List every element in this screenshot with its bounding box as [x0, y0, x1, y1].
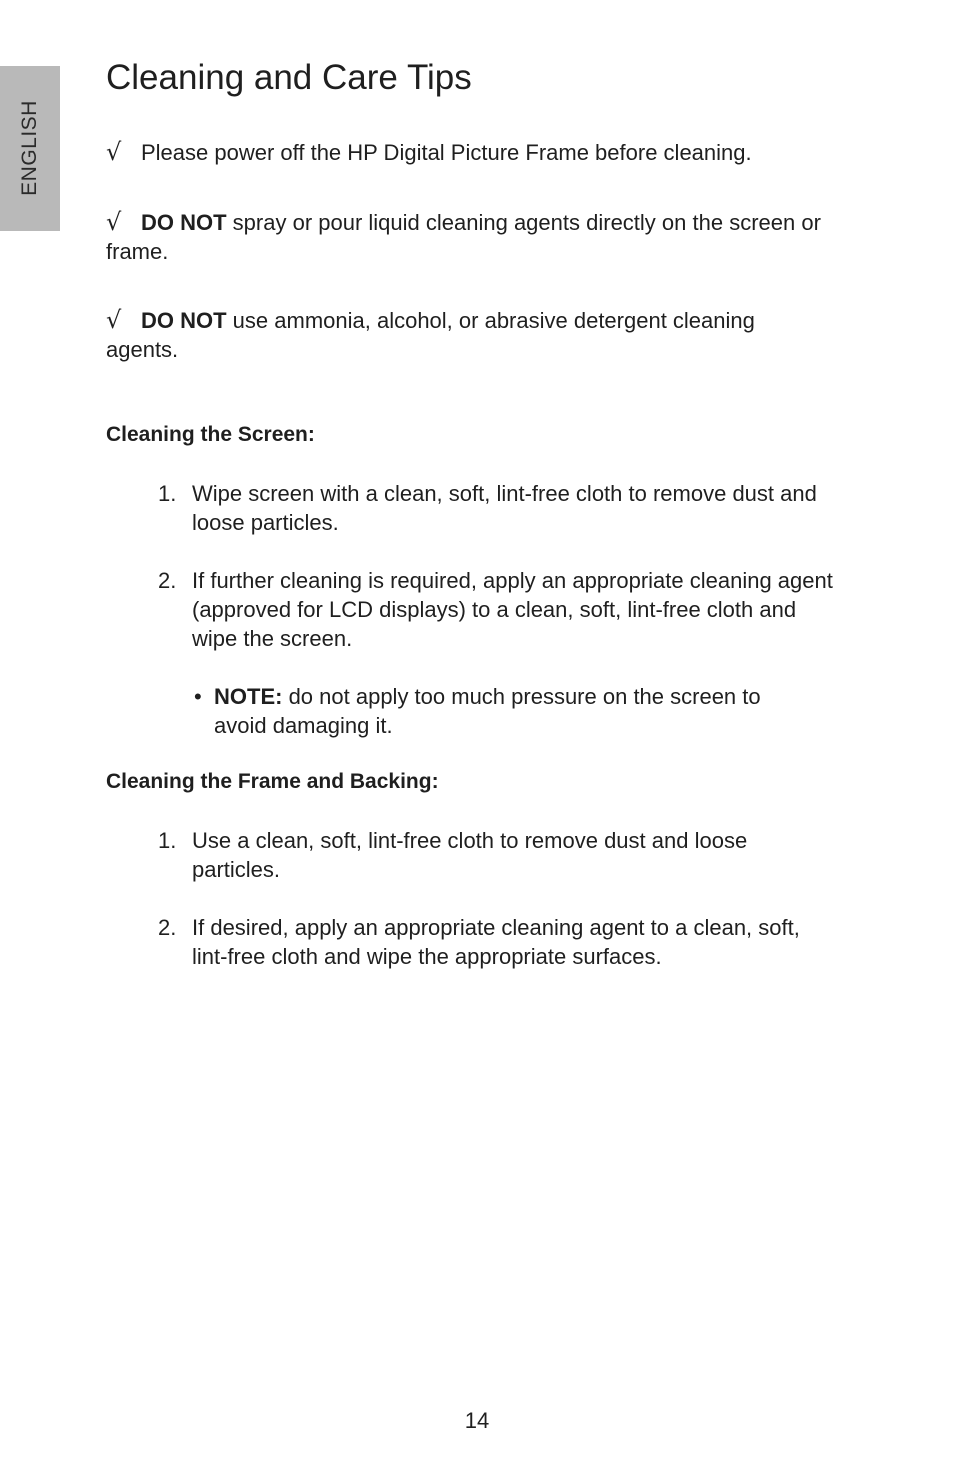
tip-warning-label: DO NOT	[141, 210, 227, 235]
tip-power-off	[106, 138, 826, 167]
frame-step	[158, 913, 838, 971]
step-number: 2.	[158, 568, 177, 593]
step-number: 2.	[158, 915, 177, 940]
note-text-wrapper	[214, 682, 814, 740]
page-title: Cleaning and Care Tips	[106, 58, 472, 97]
tip-text: spray or pour liquid cleaning agents directly on the screen or frame.	[106, 210, 821, 264]
screen-step	[158, 566, 838, 653]
note-text: do not apply too much pressure on the screen to avoid damaging it.	[214, 684, 761, 738]
language-tab-label: ENGLISH	[18, 100, 41, 196]
frame-section-heading: Cleaning the Frame and Backing:	[106, 770, 439, 793]
tip-text: Please power off the HP Digital Picture Frame before cleaning.	[141, 140, 752, 165]
step-text: If desired, apply an appropriate cleaning agent to a clean, soft, lint-free cloth and wipe the appropriate surfaces.	[192, 915, 800, 969]
bullet-icon: •	[194, 684, 202, 709]
step-number: 1.	[158, 481, 177, 506]
page-number: 14	[464, 1408, 490, 1433]
check-mark-icon: √	[106, 208, 122, 236]
tip-warning-label: DO NOT	[141, 308, 227, 333]
tip-no-spray	[106, 208, 826, 266]
step-text: Use a clean, soft, lint-free cloth to remove dust and loose particles.	[192, 828, 748, 882]
note-label: NOTE:	[214, 684, 283, 709]
tip-no-ammonia	[106, 306, 826, 364]
screen-note	[194, 682, 814, 740]
check-mark-icon: √	[106, 138, 122, 166]
tip-text: use ammonia, alcohol, or abrasive detergent cleaning agents.	[106, 308, 755, 362]
step-number: 1.	[158, 828, 177, 853]
check-mark-icon: √	[106, 306, 122, 334]
step-text: Wipe screen with a clean, soft, lint-free cloth to remove dust and loose particles.	[192, 481, 817, 535]
step-text: If further cleaning is required, apply an appropriate cleaning agent (approved for LCD displays) to a clean, soft, lint-free cloth and wipe the screen.	[192, 568, 833, 651]
screen-step	[158, 479, 838, 537]
frame-step	[158, 826, 838, 884]
screen-section-heading: Cleaning the Screen:	[106, 423, 315, 446]
